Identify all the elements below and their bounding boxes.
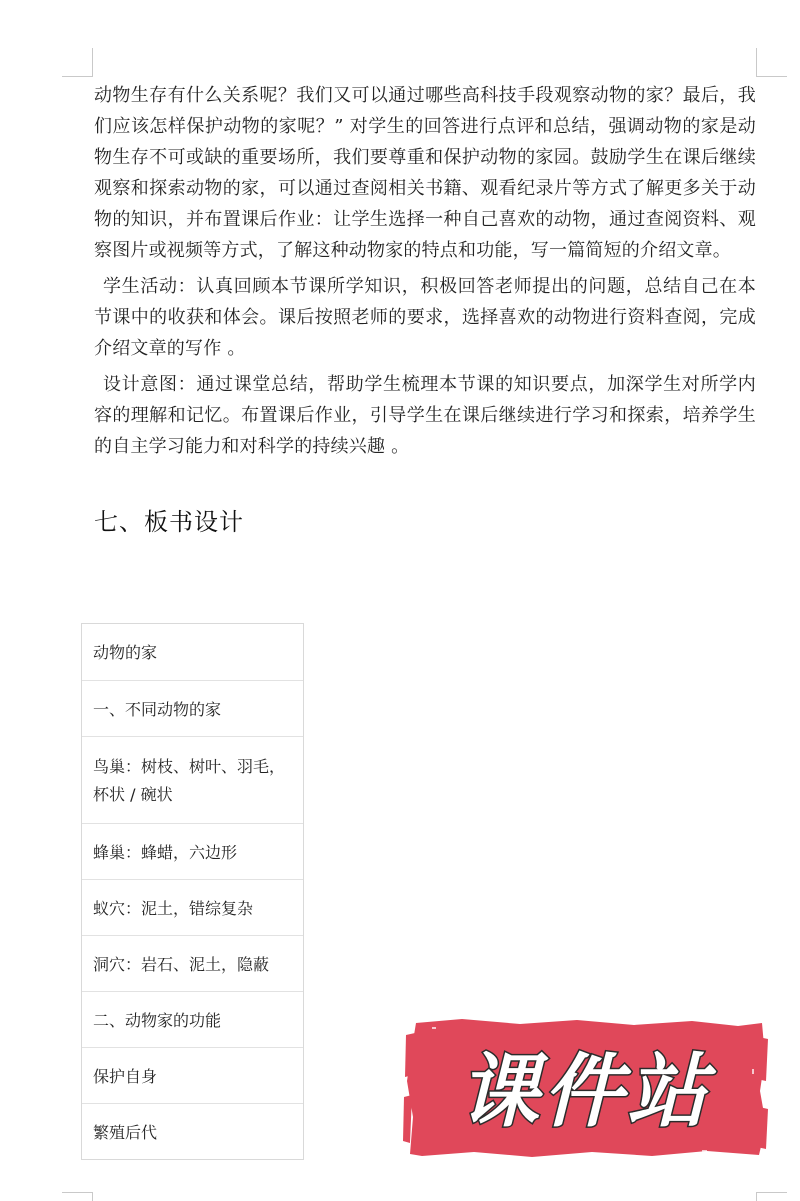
board-row-cave: 洞穴：岩石、泥土，隐蔽 [82, 935, 303, 991]
board-row-beehive: 蜂巢：蜂蜡，六边形 [82, 823, 303, 879]
board-row-section-two: 二、动物家的功能 [82, 991, 303, 1047]
board-row-title: 动物的家 [93, 643, 158, 662]
watermark-text: 课件站 [459, 1045, 711, 1138]
crop-mark-top-right [756, 48, 787, 77]
board-row-bird-nest-line2: 杯状 / 碗状 [93, 785, 173, 804]
board-row-ant-nest: 蚁穴：泥土，错综复杂 [82, 879, 303, 935]
paragraph-design-intent: 设计意图：通过课堂总结，帮助学生梳理本节课的知识要点，加深学生对所学内容的理解和记忆。布置课后作业，引导学生在课后继续进行学习和探索，培养学生的自主学习能力和对科学的持续兴趣 。 [94, 374, 756, 457]
crop-mark-top-left [62, 48, 93, 77]
document-body [94, 80, 756, 537]
board-row-bird-nest [82, 736, 303, 823]
paragraph-student-activity: 学生活动：认真回顾本节课所学知识，积极回答老师提出的问题，总结自己在本节课中的收获和体会。课后按照老师的要求，选择喜欢的动物进行资料查阅，完成介绍文章的写作 。 [94, 276, 756, 359]
section-heading: 七、板书设计 [94, 508, 244, 536]
board-row-protect-self: 保护自身 [82, 1047, 303, 1103]
board-row-section-one: 一、不同动物的家 [82, 680, 303, 736]
board-design-table [81, 623, 304, 1160]
board-row-bird-nest-line1: 鸟巢：树枝、树叶、羽毛， [93, 757, 286, 776]
paragraph-summary: 动物生存有什么关系呢？我们又可以通过哪些高科技手段观察动物的家？最后，我们应该怎样保护动物的家呢？” 对学生的回答进行点评和总结，强调动物的家是动物生存不可或缺的重要场所，我们要尊重和保护动物的家园。鼓励学生在课后继续观察和探索动物的家，可以通过查阅相关书籍、观看纪录片等方式了解更多关于动物的知识，并布置课后作业：让学生选择一种自己喜欢的动物，通过查阅资料、观察图片或视频等方式，了解这种动物家的特点和功能，写一篇简短的介绍文章。 [94, 85, 756, 261]
board-row-breed-offspring: 繁殖后代 [82, 1103, 303, 1159]
kejianzhan-logo-watermark [402, 1017, 769, 1159]
